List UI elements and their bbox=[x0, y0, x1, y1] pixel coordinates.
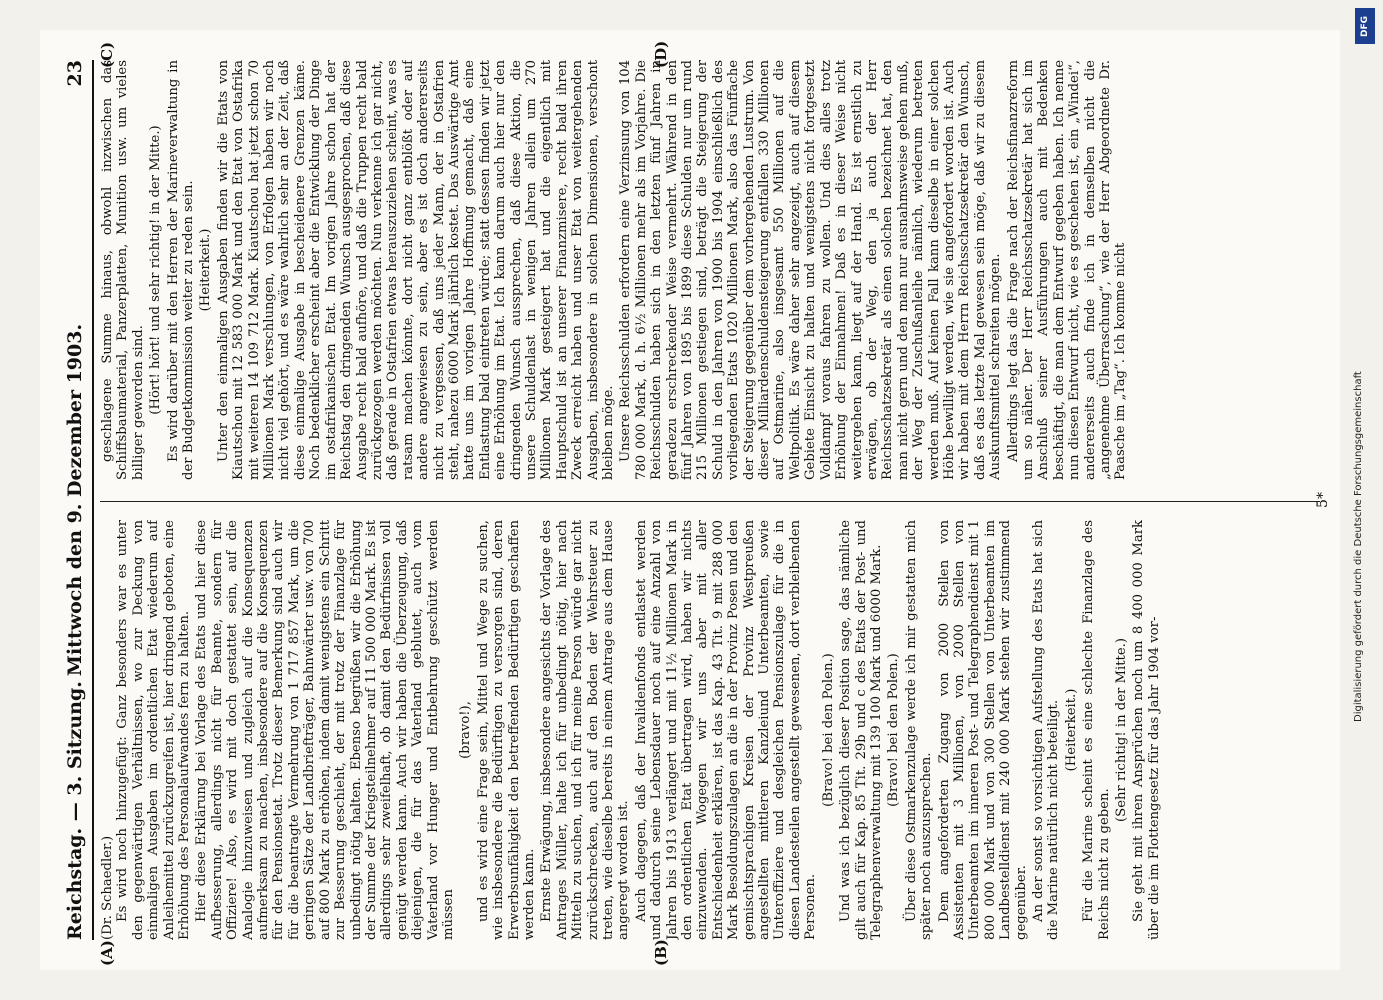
margin-marker-c: (C) bbox=[98, 41, 116, 68]
text-paragraph: Es wird darüber mit den Herren der Marineverwaltung in der Budgetkommission weiter zu reden sein. bbox=[165, 60, 197, 480]
margin-marker-d: (D) bbox=[652, 40, 670, 68]
dfg-logo: DFG bbox=[1355, 8, 1375, 44]
text-paragraph: Allerdings legt das die Frage nach der Reichsfinanzreform um so näher. Der Herr Reichsschatzsekretär hat sich im Anschluß seiner Ausführungen auch mit Bedenken beschäftigt, die man dem Entwurf gegeben haben. Ich nenne nun diesen Entwurf nicht, wie es geschehen ist, ein „Windei“, andererseits auch finde ich in demselben nicht die „angenehme Überraschung“, wie der Herr Abgeordnete Dr. Paasche im „Tag“. Ich komme nicht bbox=[1005, 60, 1129, 480]
text-paragraph: Für die Marine scheint es eine schlechte Finanzlage des Reichs nicht zu geben. bbox=[1081, 520, 1112, 940]
page-number: 23 bbox=[64, 60, 86, 87]
text-paragraph: geschlagene Summe hinaus, obwohl inzwischen das Schiffsbaumaterial, Panzerplatten, Munition usw. um vieles billiger geworden sind. bbox=[100, 60, 146, 480]
digitization-strip bbox=[1353, 8, 1377, 728]
left-text-column bbox=[100, 520, 1320, 940]
digitization-note: Digitalisierung gefördert durch die Deutsche Forschungsgemeinschaft bbox=[1353, 371, 1364, 722]
column-divider bbox=[100, 501, 1320, 502]
text-paragraph: Dem angeforderten Zugang von 2000 Stellen von Assistenten mit 3 Millionen, von 2000 Stellen von Unterbeamten im inneren Post- und Telegraphendienst mit 1 800 000 Mark und von 300 Stellen von Unterbeamten im Landbestelldienst mit 240 000 Mark stehen wir zustimmend gegenüber. bbox=[936, 520, 1029, 940]
header-date: Mittwoch den 9. Dezember 1903. bbox=[64, 323, 86, 677]
page-footer-signature: 5* bbox=[1315, 492, 1331, 508]
text-paragraph: An der sonst so vorsichtigen Aufstellung des Etats hat sich die Marine natürlich nicht beteiligt. bbox=[1030, 520, 1062, 940]
text-paragraph: Auch dagegen, daß der Invalidenfonds entlastet werden und dadurch seine Lebensdauer noch auf eine Anzahl von Jahren bis 1913 verlängert und mit 11½ Millionen Mark in den ordentlichen Etat übertragen wird, haben wir nichts einzuwenden. Wogegen wir uns aber mit aller Entschiedenheit erklären, ist das Kap. 43 Tit. 9 mit 288 000 Mark Besoldungszulagen an die in der Provinz Posen und den gemischtsprachigen Kreisen der Provinz Westpreußen angestellten mittleren Kanzleiund Unterbeamten, sowie Unteroffiziere und desgleichen Pensionszulage für die in diesen Landesteilen angestellt gewesenen, dort verbleibenden Personen. bbox=[633, 520, 819, 940]
margin-marker-a: (A) bbox=[98, 940, 116, 966]
text-paragraph: und es wird eine Frage sein, Mittel und Wege zu suchen, wie insbesondere die Bedürftigen zu versorgen sind, deren Erwerbsunfähigkeit den betreffenden Bedürftigen geschaffen werden kann. bbox=[475, 520, 537, 940]
page-header bbox=[58, 60, 94, 940]
interjection: (Hört! hört! und sehr richtig! in der Mitte.) bbox=[148, 125, 164, 415]
text-paragraph: Über diese Ostmarkenzulage werde ich mir gestatten mich später noch auszusprechen. bbox=[903, 520, 935, 940]
text-paragraph: Hier diese Erklärung bei Vorlage des Etats und hier diese Aufbesserung, allerdings nicht für Beamte, sondern für Offiziere! Also, es wird mit doch gestattet sein, auf die Analogie hinzuweisen und zugleich auf die Konsequenzen aufmerksam zu machen, insbesondere auf die Konsequenzen für den Pensionsetat. Trotz dieser Bemerkung sind auch wir für die beantragte Vermehrung von 1 717 857 Mark, um die geringen Sätze der Landbriefträger, Bahnwärter usw. von 700 auf 800 Mark zu erhöhen, indem damit wenigstens ein Schritt zur Besserung geschieht, der mit trotz der Finanzlage für unbedingt nötig halten. Ebenso begrüßen wir die Erhöhung der Summe der Kriegsteilnehmer auf 11 500 000 Mark. Es ist allerdings sehr zweifelhaft, ob damit den Bedürfnissen voll genügt werden kann. Auch wir haben die Überzeugung, daß diejenigen, die für das Vaterland geblutet, auch vom Vaterland vor Hunger und Entbehrung geschützt werden müssen bbox=[194, 520, 456, 940]
right-text-column bbox=[100, 60, 1320, 480]
text-paragraph: Sie geht mit ihren Ansprüchen noch um 8 400 000 Mark über die im Flottengesetz für das Jahr 1904 vor- bbox=[1131, 520, 1162, 940]
interjection: (Bravo! bei den Polen.) bbox=[886, 653, 902, 807]
interjection: (Heiterkeit.) bbox=[198, 228, 214, 312]
interjection: (bravo!), bbox=[458, 701, 474, 759]
newspaper-page bbox=[40, 30, 1340, 970]
header-left: Reichstag. — 3. Sitzung. bbox=[64, 681, 86, 940]
text-paragraph: Unter den einmaligen Ausgaben finden wir die Etats von Kiautschou mit 12 583 000 Mark und den Etat von Ostafrika mit weiteren 14 109 712 Mark. Kiautschou hat jetzt schon 70 Millionen Mark verschlungen, von Erfolgen haben wir noch nicht viel gehört, und es wäre wahrlich sehr an der Zeit, daß diese einmalige Ausgabe in bescheidenere Grenzen käme. Noch bedenklicher erscheint aber die Entwicklung der Dinge im ostafrikanischen Etat. Im vorigen Jahre schon hat der Reichstag den dringenden Wunsch ausgesprochen, daß diese Ausgabe recht bald aufhöre, und daß die Truppen recht bald zurückgezogen werden möchten. Nun verkenne ich gar nicht, daß gerade in Ostafrien etwas herauszuziehen scheint, was es ratsam machen könnte, dort nicht ganz entblößt oder auf andere angewiesen zu sein, aber es ist doch andererseits nicht zu vergessen, daß uns jeder Mann, der in Ostafrien steht, nahezu 6000 Mark jährlich kostet. Das Auswärtige Amt hatte uns im vorigen Jahre Hoffnung gemacht, daß eine Entlastung bald eintreten würde; statt dessen finden wir jetzt eine Erhöhung im Etat. Ich kann darum auch hier nur den dringenden Wunsch aussprechen, daß diese Aktion, die unsere Schuldenlast in wenigen Jahren allein um 270 Millionen Mark gesteigert hat und die eigentlich mit Hauptschuld ist an unserer Finanzmisere, recht bald ihren Zweck erreicht haben und unser Etat von weitergehenden Ausgaben, insbesondere in solchen Dimensionen, verschont bleiben möge. bbox=[215, 60, 616, 480]
margin-marker-b: (B) bbox=[652, 939, 670, 966]
text-paragraph: Ernste Erwägung, insbesondere angesichts der Vorlage des Antrages Müller, halte ich für unbedingt nötig, hier nach Mitteln zu suchen, und ich für meine Person würde gar nicht zurückschrecken, auch auf den Boden der Wehrsteuer zu treten, wie dieselbe bereits in einem Antrage aus dem Hause angeregt worden ist. bbox=[539, 520, 632, 940]
text-paragraph: Und was ich bezüglich dieser Position sage, das nämliche gilt auch für Kap. 85 Tit. 29b und c des Etats der Post- und Telegraphenverwaltung mit 139 100 Mark und 6000 Mark. bbox=[838, 520, 884, 940]
interjection: (Sehr richtig! in der Mitte.) bbox=[1114, 638, 1129, 822]
speaker-label: (Dr. Schaedler.) bbox=[100, 835, 115, 940]
interjection: (Bravo! bei den Polen.) bbox=[820, 653, 836, 807]
interjection: (Heiterkeit.) bbox=[1063, 688, 1079, 772]
text-paragraph: Es wird noch hinzugefügt: Ganz besonders war es unter den gegenwärtigen Verhältnissen, wo zur Deckung von einmaligen Ausgaben im ordentlichen Etat wiederum auf Anleihemittel zurückzugreifen ist, hier dringend geboten, eine Erhöhung des Personalaufwandes fern zu halten. bbox=[115, 520, 193, 940]
text-paragraph: Unsere Reichsschulden erfordern eine Verzinsung von 104 780 000 Mark, d. h. 6½ Millionen mehr als im Vorjahre. Die Reichsschulden haben sich in den letzten fünf Jahren in geradezu erschreckender Weise vermehrt. Während in den fünf Jahren von 1895 bis 1899 diese Schulden nur um rund 215 Millionen gestiegen sind, beträgt die Steigerung der Schuld in den Jahren von 1900 bis 1904 einschließlich des vorliegenden Etats 1020 Millionen Mark, also das Fünffache der Steigerung gegenüber dem vorhergehenden Lustrum. Von dieser Milliardenschuldensteigerung entfallen 330 Millionen auf Ostmarine, also insgesamt 550 Millionen auf die Weltpolitik. Es wäre daher sehr angezeigt, auch auf diesem Gebiete Einsicht zu halten und wenigstens nicht fortgesetzt Volldampf voraus fahren zu wollen. Und dies alles trotz Erhöhung der Einnahmen! Daß es in dieser Weise nicht weitergehen kann, liegt auf der Hand. Es ist ernstlich zu erwägen, ob der Weg, den ja auch der Herr Reichsschatzsekretär als einen solchen bezeichnet hat, den man nicht gern und den man nur ausnahmsweise gehen muß, der Weg der Zuschußanleihe nämlich, wiederum betreten werden muß. Auf keinen Fall kann dieselbe in einer solchen Höhe bewilligt werden, wie sie angefordert worden ist. Auch wir haben mit dem Herrn Reichsschatzsekretär den Wunsch, daß es das letzte Mal gewesen sein möge, daß wir zu diesem Auskunftsmittel schreiten mögen. bbox=[618, 60, 1004, 480]
